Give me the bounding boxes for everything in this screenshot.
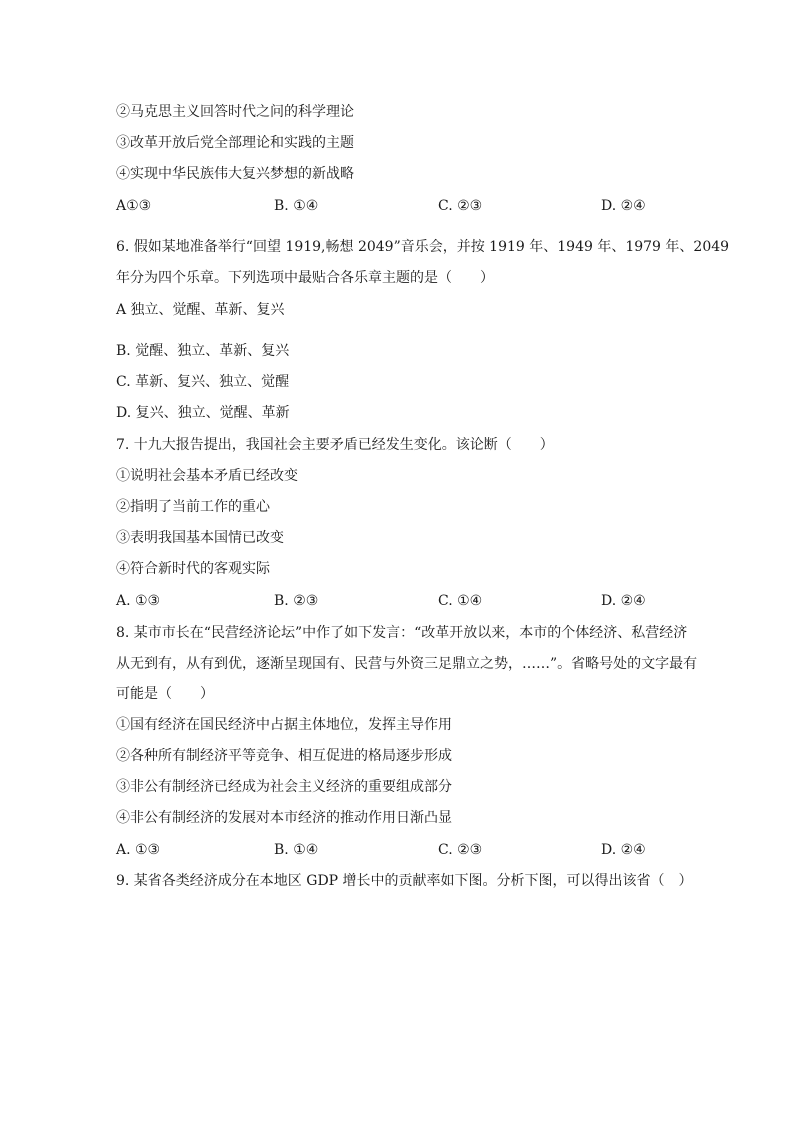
q6-option-b: B. 觉醒、独立、革新、复兴 bbox=[116, 343, 290, 359]
q8-option-d: D. ②④ bbox=[601, 842, 646, 858]
q5-options bbox=[116, 197, 656, 215]
q7-option-c: C. ①④ bbox=[438, 593, 483, 609]
q7-item-2: ②指明了当前工作的重心 bbox=[116, 499, 270, 515]
q7-item-3: ③表明我国基本国情已改变 bbox=[116, 530, 284, 546]
q5-item-2: ②马克思主义回答时代之问的科学理论 bbox=[116, 104, 354, 120]
q5-item-3: ③改革开放后党全部理论和实践的主题 bbox=[116, 135, 354, 151]
q5-option-a: A①③ bbox=[116, 198, 152, 214]
q8-stem-line-3: 可能是（ ） bbox=[116, 686, 214, 702]
q9-stem: 9. 某省各类经济成分在本地区 GDP 增长中的贡献率如下图。分析下图，可以得出该省（ ） bbox=[116, 873, 693, 889]
q8-item-1: ①国有经济在国民经济中占据主体地位，发挥主导作用 bbox=[116, 717, 452, 733]
q8-option-b: B. ①④ bbox=[274, 842, 319, 858]
q8-item-2: ②各种所有制经济平等竞争、相互促进的格局逐步形成 bbox=[116, 748, 452, 764]
q7-item-4: ④符合新时代的客观实际 bbox=[116, 561, 270, 577]
q8-item-3: ③非公有制经济已经成为社会主义经济的重要组成部分 bbox=[116, 779, 452, 795]
q7-option-d: D. ②④ bbox=[601, 593, 646, 609]
q5-option-c: C. ②③ bbox=[438, 198, 483, 214]
q8-option-c: C. ②③ bbox=[438, 842, 483, 858]
q7-option-b: B. ②③ bbox=[274, 593, 319, 609]
q6-stem-line-2: 年分为四个乐章。下列选项中最贴合各乐章主题的是（ ） bbox=[116, 270, 494, 286]
q8-option-a: A. ①③ bbox=[116, 842, 161, 858]
q5-option-b: B. ①④ bbox=[274, 198, 319, 214]
q6-option-a: A 独立、觉醒、革新、复兴 bbox=[116, 302, 285, 318]
q8-stem-line-1: 8. 某市市长在“民营经济论坛”中作了如下发言：“改革开放以来，本市的个体经济、私营经济 bbox=[116, 625, 688, 641]
q6-option-c: C. 革新、复兴、独立、觉醒 bbox=[116, 374, 290, 390]
q7-option-a: A. ①③ bbox=[116, 593, 161, 609]
q8-options bbox=[116, 841, 656, 859]
q7-options bbox=[116, 592, 656, 610]
q5-item-4: ④实现中华民族伟大复兴梦想的新战略 bbox=[116, 166, 354, 182]
q8-item-4: ④非公有制经济的发展对本市经济的推动作用日渐凸显 bbox=[116, 810, 452, 826]
q6-option-d: D. 复兴、独立、觉醒、革新 bbox=[116, 405, 290, 421]
q7-stem: 7. 十九大报告提出，我国社会主要矛盾已经发生变化。该论断（ ） bbox=[116, 437, 554, 453]
q6-stem-line-1: 6. 假如某地准备举行“回望 1919,畅想 2049”音乐会，并按 1919 年、1949 年、1979 年、2049 bbox=[116, 239, 730, 255]
q8-stem-line-2: 从无到有，从有到优，逐渐呈现国有、民营与外资三足鼎立之势，……”。省略号处的文字最有 bbox=[116, 656, 698, 672]
q7-item-1: ①说明社会基本矛盾已经改变 bbox=[116, 468, 298, 484]
q5-option-d: D. ②④ bbox=[601, 198, 646, 214]
